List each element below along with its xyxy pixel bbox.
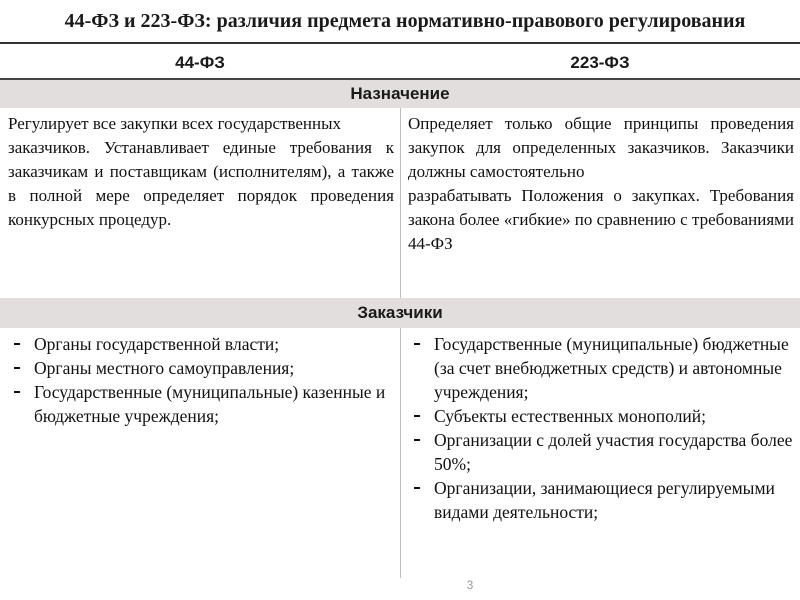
list-item: Организации с долей участия государства более 50%; [408, 428, 794, 476]
section-header-customers: Заказчики [0, 298, 800, 328]
purpose-44fz-text-2: заказчиков. Устанавливает единые требования к заказчикам и поставщикам (исполнителям), а также в полной мере определяет порядок проведения конкурсных процедур. [8, 138, 394, 229]
list-item: Субъекты естественных монополий; [408, 404, 794, 428]
page-number: 3 [466, 578, 474, 592]
purpose-44fz-text-1: Регулирует все закупки всех государственных [8, 114, 342, 133]
list-item: Организации, занимающиеся регулируемыми видами деятельности; [408, 476, 794, 524]
purpose-223fz-text-1: Определяет только общие принципы проведения закупок для определенных заказчиков. Заказчики должны самостоятельно [408, 114, 794, 181]
column-header-44fz: 44-ФЗ [175, 53, 225, 72]
customers-44fz-cell [8, 332, 394, 428]
list-item: Органы местного самоуправления; [8, 356, 394, 380]
section-header-purpose: Назначение [0, 80, 800, 108]
list-item: Государственные (муниципальные) казенные и бюджетные учреждения; [8, 380, 394, 428]
purpose-44fz-cell [8, 112, 394, 232]
customers-44fz-list [8, 332, 394, 428]
column-divider [400, 328, 401, 578]
column-header-223fz: 223-ФЗ [570, 53, 630, 72]
customers-223fz-list [408, 332, 794, 524]
customers-223fz-cell [408, 332, 794, 524]
list-item: Органы государственной власти; [8, 332, 394, 356]
purpose-223fz-cell [408, 112, 794, 256]
column-divider [400, 108, 401, 298]
purpose-223fz-text-2: разрабатывать Положения о закупках. Требования закона более «гибкие» по сравнению с требованиями 44-ФЗ [408, 186, 794, 253]
slide-title: 44-ФЗ и 223-ФЗ: различия предмета нормативно-правового регулирования [0, 0, 800, 44]
list-item: Государственные (муниципальные) бюджетные (за счет внебюджетных средств) и автономные учреждения; [408, 332, 794, 404]
